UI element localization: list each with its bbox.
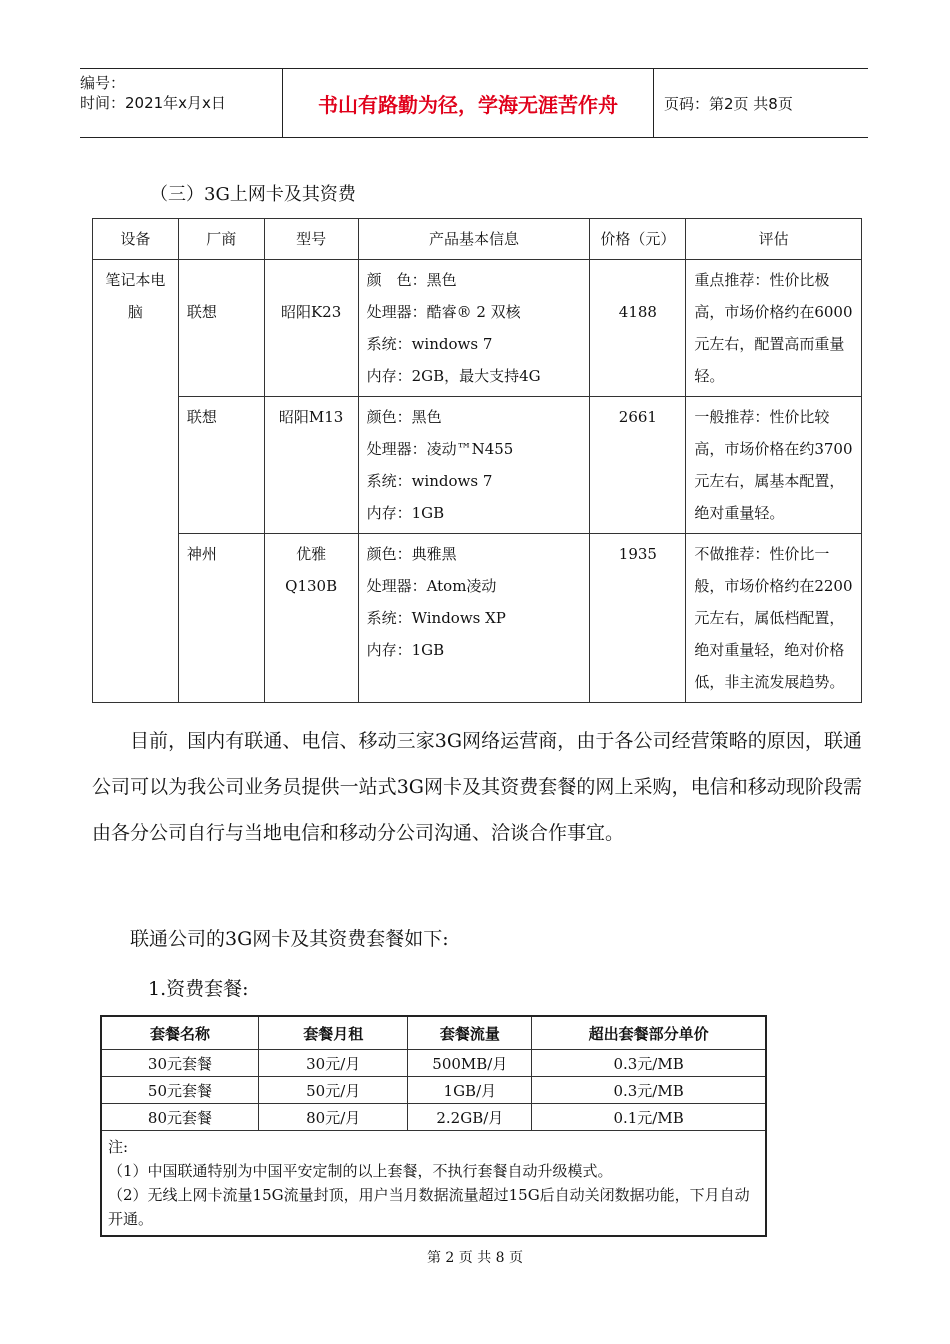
paragraph-operators: 目前，国内有联通、电信、移动三家3G网络运营商，由于各公司经营策略的原因，联通公司可以为我公司业务员提供一站式3G网卡及其资费套餐的网上采购，电信和移动现阶段需由各分公司自行与当地电信和移动分公司沟通、洽谈合作事宜。 [92, 730, 862, 844]
table-row [93, 397, 862, 534]
header-model: 型号 [264, 219, 358, 260]
price-cell: 4188 [590, 260, 686, 397]
data-quota-cell: 500MB/月 [408, 1050, 532, 1077]
plan-name-cell: 50元套餐 [101, 1077, 258, 1104]
plan-notes [101, 1131, 766, 1237]
overage-price-cell: 0.3元/MB [532, 1077, 766, 1104]
header-page-label: 页码：第2页 共8页 [664, 94, 793, 113]
specs-cell [358, 534, 590, 703]
header-data-quota: 套餐流量 [408, 1016, 532, 1050]
vendor-cell: 联想 [178, 397, 264, 534]
model-cell: 昭阳M13 [264, 397, 358, 534]
price-cell: 2661 [590, 397, 686, 534]
price-cell: 1935 [590, 534, 686, 703]
table-row [101, 1077, 766, 1104]
page-footer: 第 2 页 共 8 页 [426, 1250, 524, 1266]
monthly-fee-cell: 80元/月 [258, 1104, 408, 1131]
spec-line: 处理器：酷睿® 2 双核 [366, 303, 521, 321]
monthly-fee-cell: 30元/月 [258, 1050, 408, 1077]
header-monthly-fee: 套餐月租 [258, 1016, 408, 1050]
specs-cell [358, 260, 590, 397]
table-row [101, 1104, 766, 1131]
vendor-cell: 联想 [178, 260, 264, 397]
header-device: 设备 [93, 219, 179, 260]
spec-line: 内存：1GB [366, 641, 445, 659]
evaluation-cell: 一般推荐：性价比较高，市场价格在约3700元左右，属基本配置，绝对重量轻。 [686, 397, 862, 534]
header-specs: 产品基本信息 [358, 219, 590, 260]
table-row [93, 260, 862, 397]
device-category: 笔记本电脑 [93, 260, 179, 703]
note-item: （2）无线上网卡流量15G流量封顶，用户当月数据流量超过15G后自动关闭数据功能，下月自动开通。 [108, 1186, 750, 1228]
spec-line: 处理器：凌动™N455 [366, 440, 514, 458]
plan-name-cell: 80元套餐 [101, 1104, 258, 1131]
device-table-header [93, 219, 862, 260]
evaluation-cell: 重点推荐：性价比极高，市场价格约在6000元左右，配置高而重量轻。 [686, 260, 862, 397]
spec-line: 系统：Windows XP [366, 609, 506, 627]
model-cell: 昭阳K23 [264, 260, 358, 397]
note-label: 注: [108, 1138, 129, 1156]
time-label: 时间：2021年x月x日 [80, 94, 226, 112]
table-row [93, 534, 862, 703]
vendor-cell: 神州 [178, 534, 264, 703]
spec-line: 颜色：典雅黑 [366, 545, 457, 563]
spec-line: 内存：1GB [366, 504, 445, 522]
model-cell: 优雅Q130B [264, 534, 358, 703]
subsection-title: 1.资费套餐: [148, 978, 249, 1000]
spec-line: 颜色：黑色 [366, 408, 442, 426]
header-price: 价格（元） [590, 219, 686, 260]
header-plan-name: 套餐名称 [101, 1016, 258, 1050]
header-meta [80, 69, 282, 141]
note-item: （1）中国联通特别为中国平安定制的以上套餐，不执行套餐自动升级模式。 [108, 1162, 613, 1180]
overage-price-cell: 0.3元/MB [532, 1050, 766, 1077]
section-title: （三）3G上网卡及其资费 [150, 184, 356, 205]
spec-line: 处理器：Atom凌动 [366, 577, 497, 595]
header-evaluation: 评估 [686, 219, 862, 260]
spec-line: 系统：windows 7 [366, 335, 493, 353]
header-vendor: 厂商 [178, 219, 264, 260]
spec-line: 内存：2GB，最大支持4G [366, 367, 541, 385]
plan-name-cell: 30元套餐 [101, 1050, 258, 1077]
paragraph-intro: 联通公司的3G网卡及其资费套餐如下: [130, 928, 449, 950]
plan-table [100, 1015, 767, 1237]
evaluation-cell: 不做推荐：性价比一般，市场价格约在2200元左右，属低档配置，绝对重量轻，绝对价格低，非主流发展趋势。 [686, 534, 862, 703]
plan-notes-row [101, 1131, 766, 1237]
spec-line: 系统：windows 7 [366, 472, 493, 490]
header-overage-price: 超出套餐部分单价 [532, 1016, 766, 1050]
data-quota-cell: 1GB/月 [408, 1077, 532, 1104]
table-row [101, 1050, 766, 1077]
document-header [80, 68, 868, 138]
specs-cell [358, 397, 590, 534]
overage-price-cell: 0.1元/MB [532, 1104, 766, 1131]
device-table [92, 218, 862, 703]
spec-line: 颜 色：黑色 [366, 271, 457, 289]
plan-table-header [101, 1016, 766, 1050]
code-label: 编号： [80, 74, 126, 92]
header-motto: 书山有路勤为径，学海无涯苦作舟 [282, 69, 654, 137]
monthly-fee-cell: 50元/月 [258, 1077, 408, 1104]
data-quota-cell: 2.2GB/月 [408, 1104, 532, 1131]
